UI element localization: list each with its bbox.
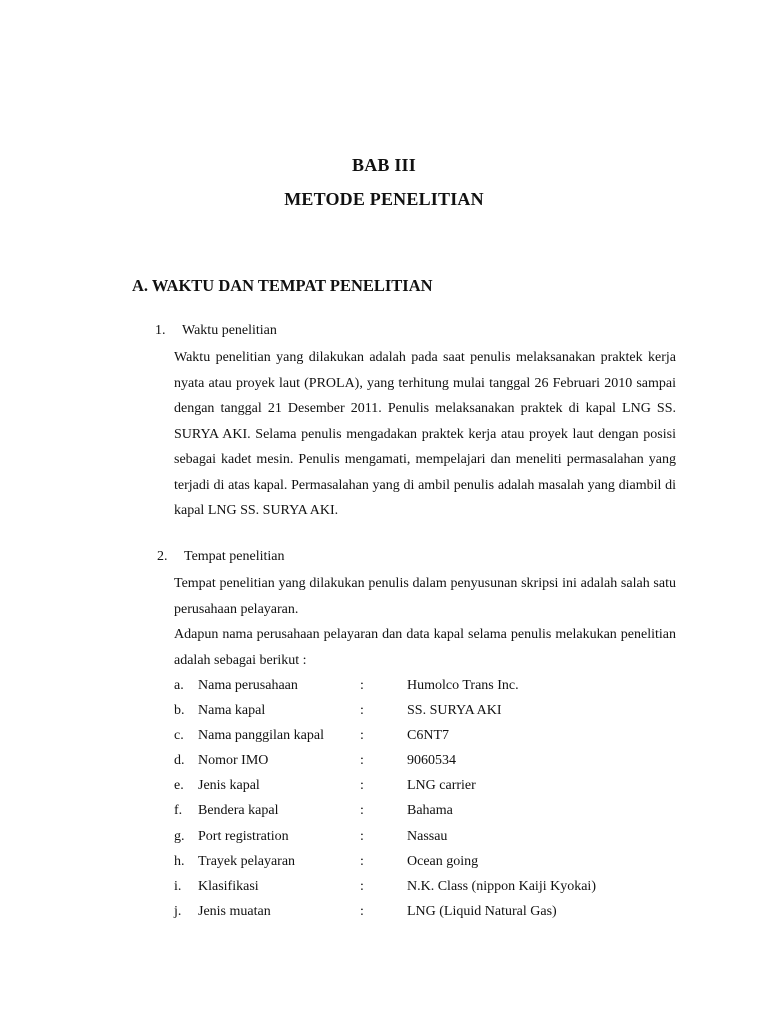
list-item-letter: a.: [174, 678, 184, 693]
list-item-label: Jenis kapal: [198, 778, 260, 794]
list-item-separator: :: [360, 753, 364, 769]
list-item-letter: h.: [174, 853, 185, 869]
list-item-value: LNG carrier: [407, 778, 476, 794]
list-item-letter: d.: [174, 753, 185, 769]
list-item-label: Nama panggilan kapal: [198, 728, 324, 744]
subsection-heading: [155, 323, 277, 339]
subsection-number: 1.: [155, 323, 166, 338]
list-item: [174, 751, 676, 776]
list-item-value: Humolco Trans Inc.: [407, 678, 519, 693]
list-item: [174, 877, 676, 902]
subsection-heading: [157, 549, 284, 565]
chapter-title: METODE PENELITIAN: [284, 189, 484, 209]
paragraph: Tempat penelitian yang dilakukan penulis dalam penyusunan skripsi ini adalah salah satu perusahaan pelayaran.: [174, 576, 676, 617]
list-item-separator: :: [360, 703, 364, 719]
list-item: [174, 801, 676, 826]
list-item-value: SS. SURYA AKI: [407, 703, 502, 719]
list-item-value: C6NT7: [407, 728, 449, 744]
list-item-letter: j.: [174, 903, 182, 919]
list-item-label: Nomor IMO: [198, 753, 269, 769]
list-item-label: Trayek pelayaran: [198, 853, 296, 869]
list-item-letter: i.: [174, 878, 182, 894]
list-item-value: LNG (Liquid Natural Gas): [407, 903, 557, 919]
list-item-label: Port registration: [198, 828, 289, 844]
list-item: [174, 852, 676, 877]
paragraph: Adapun nama perusahaan pelayaran dan data kapal selama penulis melakukan penelitian adalah sebagai berikut :: [174, 627, 676, 668]
section-heading: A. WAKTU DAN TEMPAT PENELITIAN: [132, 276, 433, 295]
list-item-separator: :: [360, 878, 364, 894]
list-item-label: Nama perusahaan: [198, 678, 298, 693]
list-item-value: Ocean going: [407, 853, 479, 869]
subsection-number: 2.: [157, 549, 168, 564]
list-item-letter: b.: [174, 703, 185, 719]
list-item-letter: c.: [174, 728, 184, 744]
list-item-label: Klasifikasi: [198, 878, 259, 894]
list-item: [174, 726, 676, 751]
list-item-label: Nama kapal: [198, 703, 266, 719]
list-item-value: N.K. Class (nippon Kaiji Kyokai): [407, 878, 596, 894]
chapter-number: BAB III: [352, 155, 416, 175]
list-item: [174, 701, 676, 726]
list-item-letter: g.: [174, 828, 185, 844]
subsection-title: Tempat penelitian: [184, 549, 285, 564]
list-item-separator: :: [360, 678, 364, 693]
list-item-separator: :: [360, 728, 364, 744]
list-item: [174, 902, 676, 927]
list-item-value: Nassau: [407, 828, 448, 844]
list-item-separator: :: [360, 778, 364, 794]
list-item-value: 9060534: [407, 753, 456, 769]
ship-details-list: [174, 676, 676, 927]
paragraph: Waktu penelitian yang dilakukan adalah pada saat penulis melaksanakan praktek kerja nyata atau proyek laut (PROLA), yang terhitung mulai tanggal 26 Februari 2010 sampai dengan tanggal 21 Desember 2011. Penulis melaksanakan praktek di kapal LNG SS. SURYA AKI. Selama penulis mengadakan praktek kerja atau proyek laut dengan posisi sebagai kadet mesin. Penulis mengamati, mempelajari dan meneliti permasalahan yang terjadi di atas kapal. Permasalahan yang di ambil penulis adalah masalah yang diambil di kapal LNG SS. SURYA AKI.: [174, 350, 676, 518]
list-item: [174, 827, 676, 852]
list-item-separator: :: [360, 828, 364, 844]
list-item-separator: :: [360, 903, 364, 919]
list-item-letter: f.: [174, 803, 183, 819]
list-item: [174, 776, 676, 801]
list-item-separator: :: [360, 803, 364, 819]
list-item-separator: :: [360, 853, 364, 869]
subsection-title: Waktu penelitian: [182, 323, 277, 338]
list-item-label: Bendera kapal: [198, 803, 279, 819]
list-item: [174, 676, 676, 701]
list-item-value: Bahama: [407, 803, 453, 819]
list-item-letter: e.: [174, 778, 184, 794]
list-item-label: Jenis muatan: [198, 903, 271, 919]
